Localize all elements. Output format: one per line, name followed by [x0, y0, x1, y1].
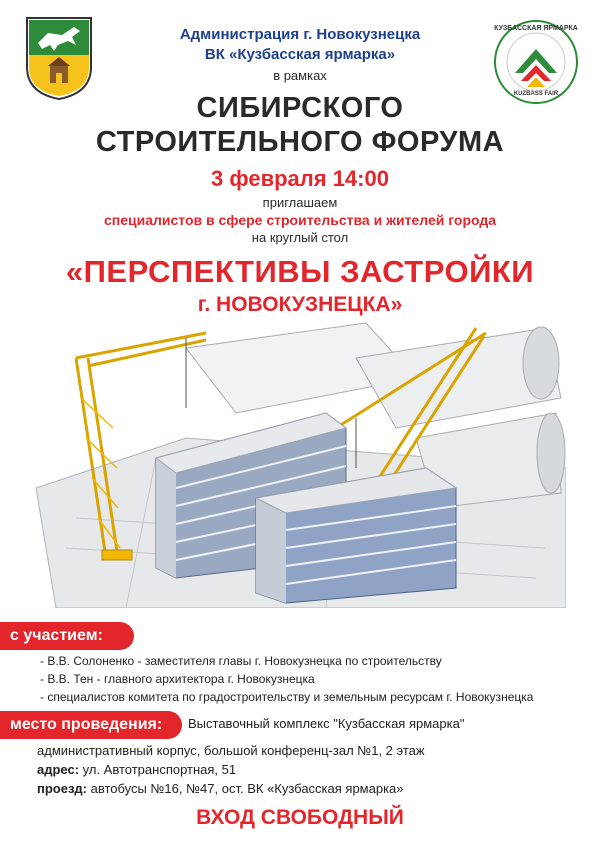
- participant-item: - В.В. Тен - главного архитектора г. Новокузнецка: [40, 672, 315, 686]
- venue-route: [37, 781, 404, 796]
- fair-logo-bottom-text: KUZBASS FAIR: [513, 91, 559, 97]
- in-frame-text: в рамках: [273, 68, 327, 83]
- venue-building: административный корпус, большой конференц-зал №1, 2 этаж: [37, 743, 425, 758]
- event-title-line-2: г. НОВОКУЗНЕЦКА»: [197, 293, 403, 316]
- route-label: проезд:: [37, 781, 88, 796]
- forum-title-line-1: СИБИРСКОГО: [196, 92, 404, 124]
- free-entry-text: ВХОД СВОБОДНЫЙ: [196, 806, 404, 829]
- address-value: ул. Автотранспортная, 51: [79, 762, 237, 777]
- forum-title-line-2: СТРОИТЕЛЬНОГО ФОРУМА: [95, 126, 505, 158]
- event-date-time: 3 февраля 14:00: [211, 166, 389, 191]
- venue-heading: место проведения:: [0, 711, 182, 739]
- route-value: автобусы №16, №47, ост. ВК «Кузбасская ярмарка»: [87, 781, 404, 796]
- construction-illustration: [36, 318, 566, 608]
- participant-item: - В.В. Солоненко - заместителя главы г. Новокузнецка по строительству: [40, 654, 442, 668]
- participation-heading: с участием:: [0, 622, 134, 650]
- venue-name: Выставочный комплекс "Кузбасская ярмарка": [188, 716, 465, 731]
- invite-text: приглашаем: [262, 195, 338, 210]
- round-table-text: на круглый стол: [251, 230, 349, 245]
- participant-item: - специалистов комитета по градостроительству и земельным ресурсам г. Новокузнецка: [40, 690, 534, 704]
- organizer-line-1: Администрация г. Новокузнецка: [179, 26, 421, 43]
- fair-logo-top-text: КУЗБАССКАЯ ЯРМАРКА: [494, 25, 578, 32]
- address-label: адрес:: [37, 762, 80, 777]
- audience-text: специалистов в сфере строительства и жителей города: [103, 212, 497, 228]
- event-title-line-1: «ПЕРСПЕКТИВЫ ЗАСТРОЙКИ: [65, 254, 535, 289]
- venue-address: [37, 762, 236, 777]
- organizer-line-2: ВК «Кузбасская ярмарка»: [204, 46, 396, 63]
